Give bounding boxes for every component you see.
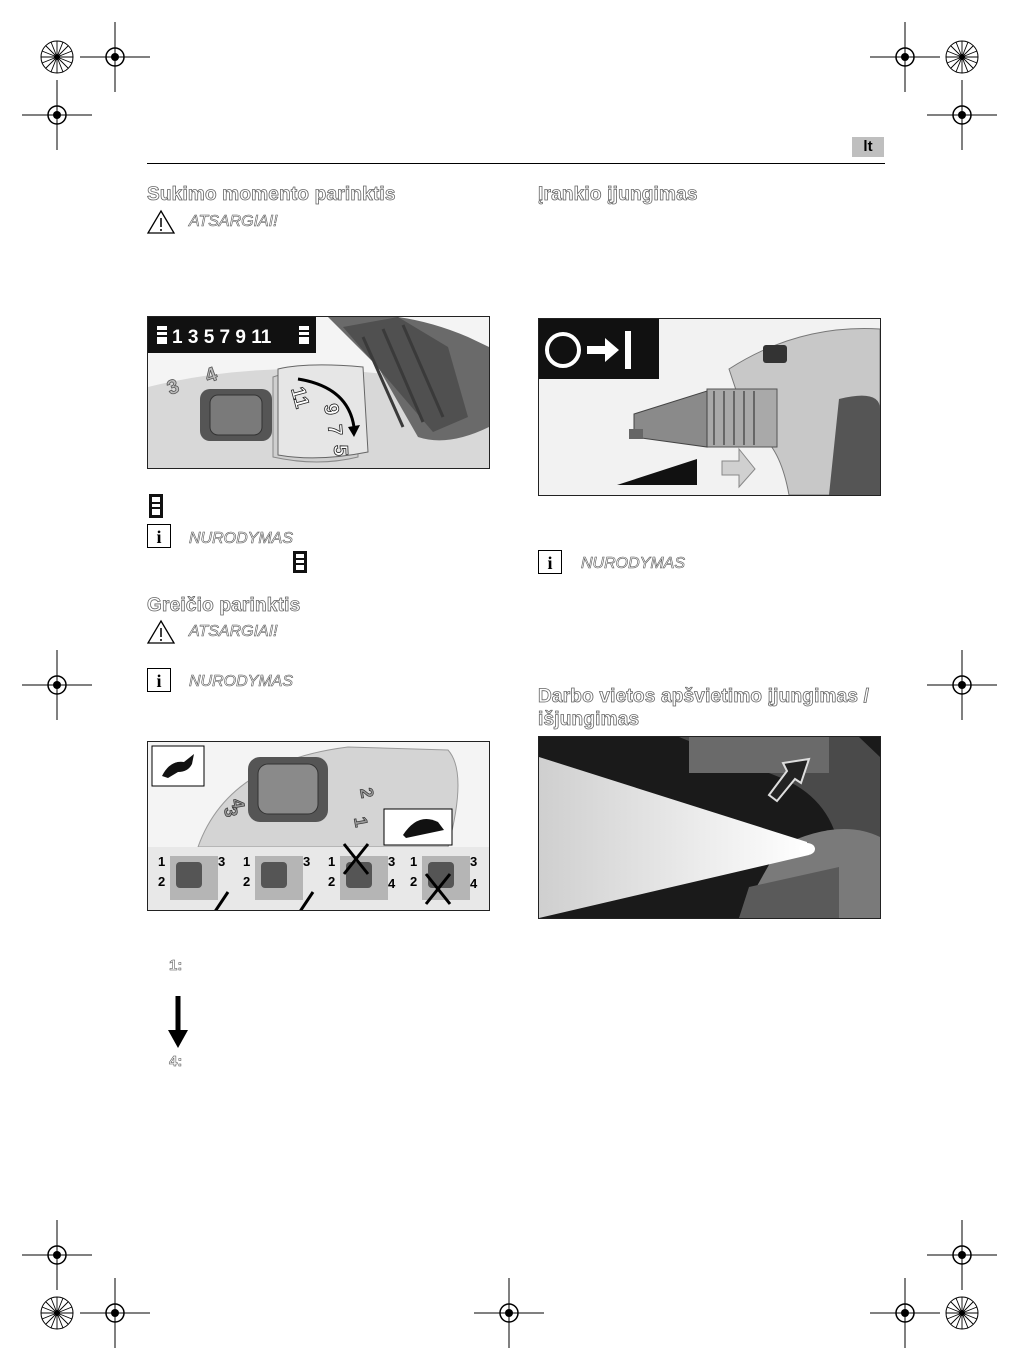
svg-text:3: 3 xyxy=(218,854,226,869)
arrow-down-icon xyxy=(168,996,188,1048)
svg-text:1: 1 xyxy=(328,854,336,869)
svg-text:i: i xyxy=(156,671,162,691)
svg-text:4: 4 xyxy=(388,876,396,891)
info-icon xyxy=(538,550,562,574)
svg-text:i: i xyxy=(547,553,553,573)
language-badge: lt xyxy=(852,137,884,157)
svg-text:3: 3 xyxy=(470,854,478,869)
svg-text:2: 2 xyxy=(243,874,251,889)
speed-note: NURODYMAS xyxy=(189,673,294,690)
svg-text:i: i xyxy=(156,527,162,547)
warning-icon xyxy=(146,619,176,645)
svg-text:1: 1 xyxy=(243,854,251,869)
torque-heading: Sukimo momento parinktis xyxy=(147,184,396,205)
work-light-figure xyxy=(538,736,881,919)
switch-on-figure xyxy=(538,318,881,496)
switch-heading: Įrankio įjungimas xyxy=(538,184,698,205)
svg-text:4: 4 xyxy=(470,876,478,891)
list-last-label: 4: xyxy=(169,1053,183,1070)
svg-text:7: 7 xyxy=(323,423,346,437)
svg-text:4: 4 xyxy=(202,363,221,388)
svg-text:2: 2 xyxy=(328,874,336,889)
svg-text:1: 1 xyxy=(410,854,418,869)
svg-text:3: 3 xyxy=(303,854,311,869)
info-icon xyxy=(147,524,171,548)
speed-num-3: 3 xyxy=(220,805,242,819)
light-heading-line1: Darbo vietos apšvietimo įjungimas / xyxy=(538,686,870,707)
svg-text:9: 9 xyxy=(319,402,343,417)
header-rule xyxy=(147,163,885,164)
torque-note: NURODYMAS xyxy=(189,530,294,547)
switch-note: NURODYMAS xyxy=(581,555,686,572)
speed-num-1: 1 xyxy=(350,815,372,829)
svg-text:3: 3 xyxy=(388,854,396,869)
svg-text:11: 11 xyxy=(286,384,313,411)
drill-symbol-icon-inline xyxy=(293,551,307,573)
speed-num-2: 2 xyxy=(356,786,378,800)
drill-symbol-icon xyxy=(149,494,163,518)
list-first-label: 1: xyxy=(169,957,183,974)
svg-text:5: 5 xyxy=(329,444,352,457)
svg-text:2: 2 xyxy=(158,874,166,889)
svg-text:2: 2 xyxy=(410,874,418,889)
info-icon xyxy=(147,668,171,692)
light-heading-line2: išjungimas xyxy=(538,709,640,730)
warning-icon xyxy=(146,209,176,235)
speed-warning: ATSARGIAI! xyxy=(189,623,278,640)
speed-heading: Greičio parinktis xyxy=(147,595,301,616)
svg-text:3: 3 xyxy=(164,375,183,400)
speed-num-4: 4 xyxy=(227,797,249,811)
torque-figure xyxy=(147,316,490,469)
speed-figure xyxy=(147,741,490,911)
svg-text:1: 1 xyxy=(158,854,166,869)
torque-scale-text: 1 3 5 7 9 11 xyxy=(172,327,272,348)
torque-warning: ATSARGIAI! xyxy=(189,213,278,230)
